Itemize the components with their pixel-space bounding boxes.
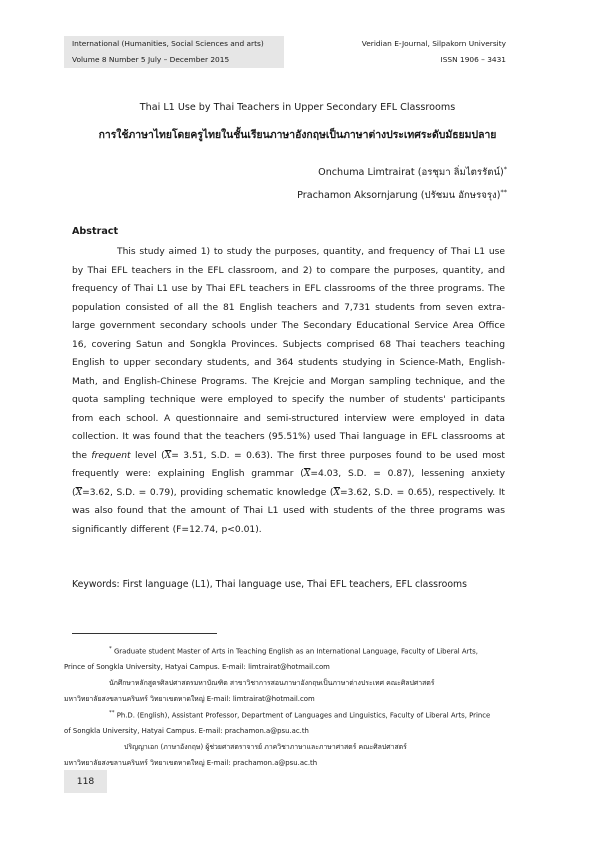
footnote-1-mark: * bbox=[109, 646, 112, 652]
journal-volume: Volume 8 Number 5 July – December 2015 bbox=[72, 55, 230, 64]
running-header-left bbox=[64, 36, 284, 68]
journal-section: International (Humanities, Social Sciences and arts) bbox=[72, 39, 264, 48]
mean-symbol: $\overline{X}$ bbox=[164, 450, 172, 461]
author-1-name: Onchuma Limtrairat (อรชุมา ลิ่มไตรรัตน์) bbox=[318, 167, 504, 179]
mean-symbol: $\overline{X}$ bbox=[303, 469, 311, 479]
footnote-2-mark: ** bbox=[109, 710, 115, 716]
footnote-divider bbox=[72, 633, 217, 634]
author-1-footnote-mark[interactable]: * bbox=[503, 165, 507, 173]
frequent-emphasis: frequent bbox=[91, 450, 131, 461]
abstract-paragraph: This study aimed 1) to study the purposes, quantity, and frequency of Thai L1 use by Thai EFL teachers in the EFL classroom, and 2) to compare the purposes, quantity, and frequency of Thai L1 use by Thai EFL teachers in EFL classrooms of the three programs. The population consisted of all the 81 English teachers and 7,731 students from seven extra-large government secondary schools under The Secondary Educational Service Area Office 16, covering Satun and Songkla Provinces. Subjects comprised 68 Thai teachers teaching English to upper secondary students, and 364 students studying in Science-Math, English-Math, and English-Chinese Programs. The Krejcie and Morgan sampling technique, and the quota sampling technique were employed to specify the number of students' participants from each school. A questionnaire and semi-structured interview were employed in data collection. It was found that the teachers (95.51%) used Thai language in EFL classrooms at the frequent level ($\overline{X}= 3.51$, S.D. = 0.63). The first three purposes found to be used most frequently were: explaining English grammar ($\overline{X}=4.03$, S.D. = 0.87), lessening anxiety ($\overline{X}=3.62$, S.D. = 0.79), providing schematic knowledge ($\overline{X}=3.62$, S.D. = 0.65), respectively. It was also found that the amount of Thai L1 used with students of the three programs was significantly different (F=12.74, p<0.01). bbox=[72, 247, 506, 535]
author-1 bbox=[318, 165, 507, 180]
paper-title-thai: การใช้ภาษาไทยโดยครูไทยในชั้นเรียนภาษาอังกฤษเป็นภาษาต่างประเทศระดับมัธยมปลาย bbox=[98, 129, 497, 141]
running-header-right bbox=[362, 36, 506, 68]
keywords: Keywords: First language (L1), Thai language use, Thai EFL teachers, EFL classrooms bbox=[72, 579, 467, 590]
journal-issn: ISSN 1906 – 3431 bbox=[440, 55, 506, 64]
mean-symbol: $\overline{X}$ bbox=[333, 487, 340, 498]
footnote-1: * Graduate student Master of Arts in Teaching English as an International Language, Faculty of Liberal Arts, Prince of Songkla University, Hatyai Campus. E-mail: limtrairat@hotmail.com นักศึกษาหลักสูตรศิลปศาสตรมหาบัณฑิต สาขาวิชาการสอนภาษาอังกฤษเป็นภาษาต่างประเทศ คณะศิลปศาสตร์ มหาวิทยาลัยสงขลานครินทร์ วิทยาเขตหาดใหญ่ E-mail: limtrairat@hotmail.com bbox=[64, 646, 478, 704]
footnote-2: ** Ph.D. (English), Assistant Professor, Department of Languages and Linguistics, Faculty of Liberal Arts, Prince of Songkla University, Hatyai Campus. E-mail: prachamon.a@psu.ac.th ปริญญาเอก (ภาษาอังกฤษ) ผู้ช่วยศาสตราจารย์ ภาควิชาภาษาและภาษาศาสตร์ คณะศิลปศาสตร์ มหาวิทยาลัยสงขลานครินทร์ วิทยาเขตหาดใหญ่ E-mail: prachamon.a@psu.ac.th bbox=[64, 710, 491, 768]
author-2-name: Prachamon Aksornjarung (ปรัชมน อักษรจรุง) bbox=[297, 190, 501, 202]
page-number: 118 bbox=[64, 770, 107, 793]
author-2 bbox=[297, 188, 507, 203]
journal-name: Veridian E-Journal, Silpakorn University bbox=[361, 39, 506, 48]
abstract-heading: Abstract bbox=[72, 226, 119, 237]
author-2-footnote-mark[interactable]: ** bbox=[500, 188, 507, 196]
paper-title-english: Thai L1 Use by Thai Teachers in Upper Secondary EFL Classrooms bbox=[139, 102, 456, 113]
mean-symbol: $\overline{X}$ bbox=[75, 487, 83, 498]
abstract-body bbox=[72, 243, 505, 539]
